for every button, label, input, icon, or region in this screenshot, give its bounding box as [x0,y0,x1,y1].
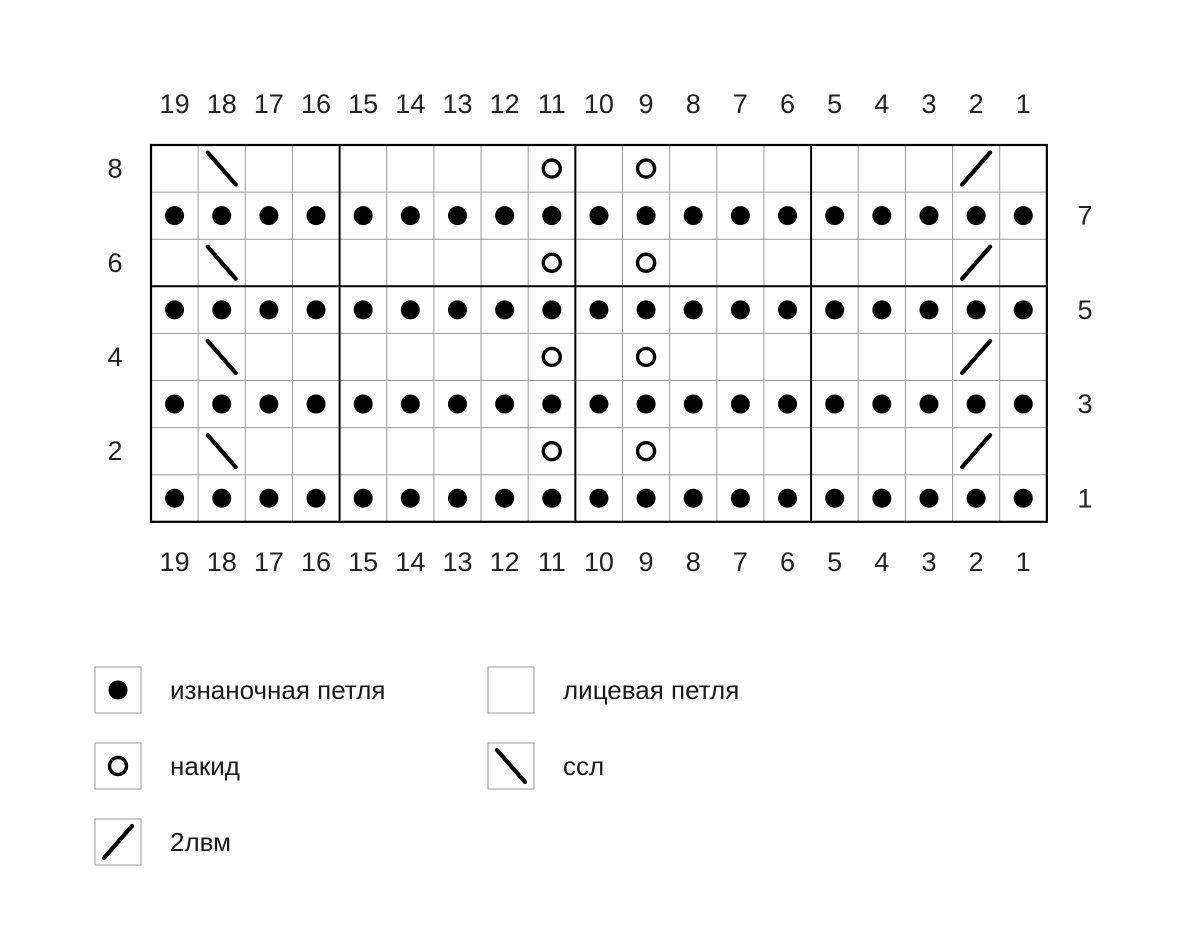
stitch-purl-r7-c5 [825,206,844,225]
stitch-purl-r5-c19 [165,300,184,319]
column-number-bottom: 8 [685,547,701,577]
column-number-bottom: 14 [395,547,426,577]
column-number-bottom: 12 [489,547,520,577]
stitch-purl-r1-c11 [542,489,561,508]
column-number-top: 17 [253,89,284,119]
column-number-bottom: 6 [780,547,796,577]
column-number-top: 16 [301,89,332,119]
stitch-purl-r3-c12 [495,395,514,414]
column-number-top: 14 [395,89,426,119]
stitch-purl-r3-c19 [165,395,184,414]
column-number-top: 9 [638,89,654,119]
stitch-purl-r3-c14 [401,395,420,414]
stitch-purl-r7-c16 [307,206,326,225]
stitch-yarn-over-r4-c11 [543,348,560,365]
stitch-purl-r7-c13 [448,206,467,225]
stitch-purl-r3-c17 [259,395,278,414]
stitch-purl-r5-c17 [259,300,278,319]
stitch-purl-r1-c17 [259,489,278,508]
column-number-bottom: 5 [827,547,843,577]
legend-item-ssl [488,743,604,789]
column-number-bottom: 1 [1015,547,1031,577]
stitch-k2tog-r2-c2 [962,435,990,467]
stitch-purl-r1-c5 [825,489,844,508]
legend-swatch-purl [109,681,128,700]
legend-label: лицевая петля [563,675,740,705]
stitch-purl-r5-c2 [967,300,986,319]
stitch-purl-r7-c12 [495,206,514,225]
column-number-bottom: 3 [921,547,937,577]
column-number-top: 18 [206,89,237,119]
stitch-purl-r5-c11 [542,300,561,319]
column-number-top: 7 [732,89,748,119]
column-number-bottom: 2 [968,547,984,577]
stitch-purl-r5-c12 [495,300,514,319]
stitch-purl-r1-c9 [637,489,656,508]
stitch-purl-r5-c16 [307,300,326,319]
stitch-ssl-r8-c18 [208,153,236,185]
row-number-left: 8 [107,153,123,184]
stitch-purl-r3-c18 [212,395,231,414]
stitch-purl-r3-c2 [967,395,986,414]
column-number-top: 19 [159,89,190,119]
column-number-bottom: 4 [874,547,890,577]
column-number-top: 8 [685,89,701,119]
legend-label: накид [170,751,240,781]
legend-label: изнаночная петля [170,675,386,705]
stitch-purl-r3-c8 [684,395,703,414]
column-number-top: 6 [780,89,796,119]
stitch-purl-r5-c15 [354,300,373,319]
row-number-right: 7 [1077,200,1093,231]
stitch-k2tog-r6-c2 [962,247,990,279]
column-number-bottom: 9 [638,547,654,577]
stitch-purl-r5-c1 [1014,300,1033,319]
column-number-top: 3 [921,89,937,119]
stitch-k2tog-r8-c2 [962,153,990,185]
legend-label: ссл [563,751,605,781]
stitch-purl-r3-c3 [919,395,938,414]
column-number-bottom: 15 [348,547,379,577]
column-number-top: 12 [489,89,520,119]
stitch-purl-r7-c10 [589,206,608,225]
column-number-top: 4 [874,89,890,119]
stitch-purl-r1-c18 [212,489,231,508]
column-number-bottom: 17 [253,547,284,577]
legend-item-yarn-over [95,743,240,789]
stitch-purl-r7-c11 [542,206,561,225]
stitch-purl-r5-c9 [637,300,656,319]
stitch-ssl-r4-c18 [208,341,236,373]
stitch-ssl-r6-c18 [208,247,236,279]
stitch-yarn-over-r6-c11 [543,254,560,271]
row-number-left: 4 [107,341,123,372]
stitch-yarn-over-r2-c11 [543,443,560,460]
column-number-bottom: 11 [537,547,566,577]
stitch-purl-r3-c10 [589,395,608,414]
stitch-purl-r5-c7 [731,300,750,319]
row-number-right: 1 [1077,483,1093,514]
stitch-purl-r3-c15 [354,395,373,414]
column-number-top: 5 [827,89,843,119]
stitch-purl-r5-c4 [872,300,891,319]
stitch-purl-r3-c4 [872,395,891,414]
stitch-purl-r5-c3 [919,300,938,319]
stitch-purl-r1-c7 [731,489,750,508]
stitch-purl-r5-c5 [825,300,844,319]
stitch-purl-r7-c3 [919,206,938,225]
stitch-k2tog-r4-c2 [962,341,990,373]
column-number-top: 11 [537,89,566,119]
stitch-purl-r1-c8 [684,489,703,508]
stitch-purl-r1-c13 [448,489,467,508]
column-number-top: 10 [583,89,614,119]
legend-swatch-box [488,667,534,713]
column-number-bottom: 19 [159,547,190,577]
stitch-yarn-over-r4-c9 [638,348,655,365]
stitch-purl-r3-c13 [448,395,467,414]
chart-grid [151,145,1047,522]
legend-swatch-ssl [497,750,525,782]
stitch-purl-r3-c9 [637,395,656,414]
stitch-purl-r7-c1 [1014,206,1033,225]
stitch-yarn-over-r8-c11 [543,160,560,177]
stitch-purl-r3-c7 [731,395,750,414]
stitch-purl-r1-c3 [919,489,938,508]
stitch-purl-r1-c6 [778,489,797,508]
column-number-bottom: 7 [732,547,748,577]
stitch-purl-r7-c7 [731,206,750,225]
legend-item-purl [95,667,385,713]
legend-label: 2лвм [170,827,232,857]
stitch-purl-r3-c5 [825,395,844,414]
row-number-right: 3 [1077,389,1093,420]
stitch-purl-r7-c19 [165,206,184,225]
column-number-top: 15 [348,89,379,119]
stitch-purl-r5-c6 [778,300,797,319]
stitch-purl-r5-c10 [589,300,608,319]
stitch-purl-r7-c6 [778,206,797,225]
column-number-bottom: 13 [442,547,473,577]
stitch-purl-r7-c14 [401,206,420,225]
stitch-purl-r3-c1 [1014,395,1033,414]
stitch-purl-r1-c12 [495,489,514,508]
stitch-purl-r5-c8 [684,300,703,319]
stitch-yarn-over-r2-c9 [638,443,655,460]
stitch-purl-r7-c17 [259,206,278,225]
stitch-purl-r7-c8 [684,206,703,225]
column-number-bottom: 18 [206,547,237,577]
stitch-purl-r7-c18 [212,206,231,225]
legend-item-knit [488,667,739,713]
column-number-bottom: 16 [301,547,332,577]
stitch-purl-r5-c14 [401,300,420,319]
stitch-purl-r1-c2 [967,489,986,508]
row-number-left: 6 [107,247,123,278]
stitch-purl-r3-c6 [778,395,797,414]
stitch-purl-r1-c1 [1014,489,1033,508]
stitch-purl-r7-c15 [354,206,373,225]
column-number-bottom: 10 [583,547,614,577]
legend-swatch-k2tog [104,826,132,858]
column-number-top: 13 [442,89,473,119]
legend-swatch-yarn-over [110,758,127,775]
stitch-yarn-over-r6-c9 [638,254,655,271]
legend-swatch-box [95,743,141,789]
column-number-top: 2 [968,89,984,119]
stitch-purl-r5-c18 [212,300,231,319]
stitch-purl-r1-c14 [401,489,420,508]
column-number-top: 1 [1015,89,1031,119]
stitch-yarn-over-r8-c9 [638,160,655,177]
stitch-purl-r1-c19 [165,489,184,508]
stitch-purl-r3-c16 [307,395,326,414]
stitch-purl-r7-c9 [637,206,656,225]
legend-item-k2tog [95,819,231,865]
stitch-ssl-r2-c18 [208,435,236,467]
stitch-purl-r1-c16 [307,489,326,508]
stitch-purl-r5-c13 [448,300,467,319]
stitch-purl-r3-c11 [542,395,561,414]
stitch-purl-r1-c10 [589,489,608,508]
row-number-right: 5 [1077,294,1093,325]
chart-legend [95,667,739,865]
stitch-purl-r7-c2 [967,206,986,225]
chart-symbols [165,153,1033,508]
stitch-purl-r1-c4 [872,489,891,508]
row-number-left: 2 [107,436,123,467]
stitch-purl-r1-c15 [354,489,373,508]
stitch-purl-r7-c4 [872,206,891,225]
